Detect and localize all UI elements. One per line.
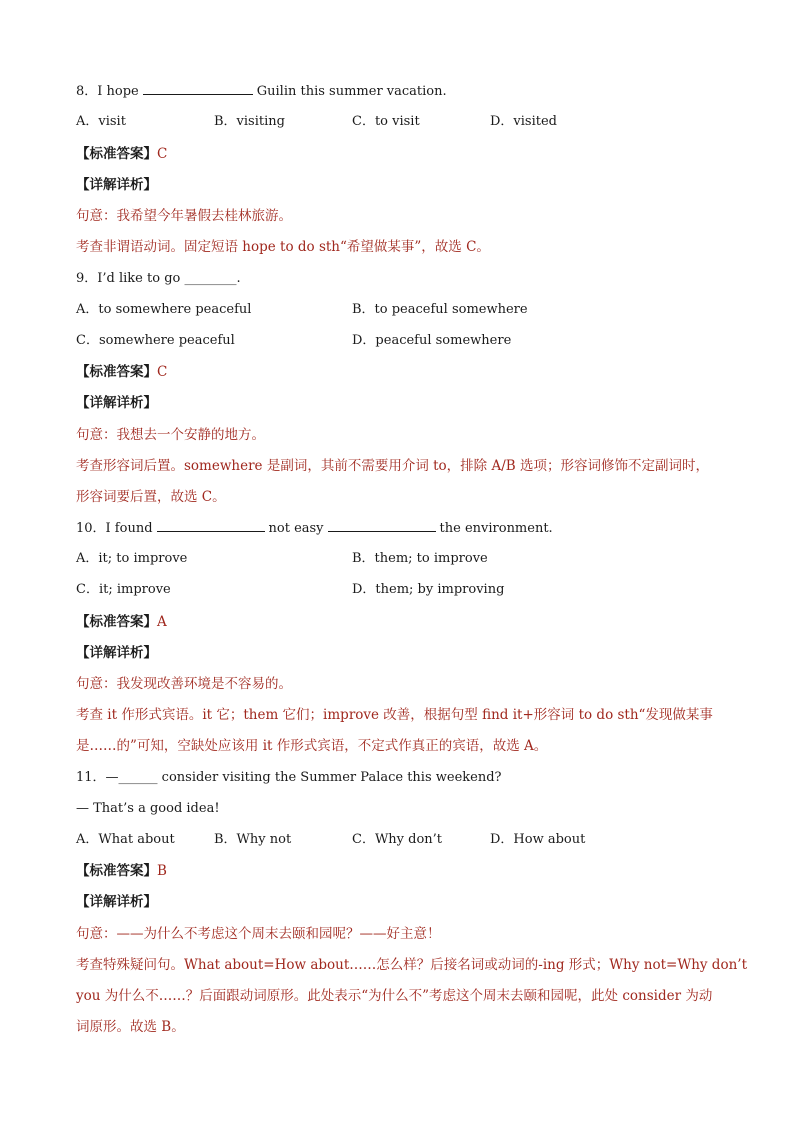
- q10-stem-a: 10．I found: [76, 521, 153, 536]
- q8-explanation: 考查非谓语动词。固定短语 hope to do sth“希望做某事”，故选 C。: [76, 239, 490, 255]
- q9-answer: [76, 363, 167, 381]
- q11-analysis-label: 【详解详析】: [76, 894, 157, 910]
- q11-answer: [76, 862, 167, 880]
- q10-answer: [76, 613, 167, 631]
- q8-option-a: A．visit: [76, 114, 126, 129]
- q9-explanation-line1: 考查形容词后置。somewhere 是副词，其前不需要用介词 to，排除 A/B 选项；形容词修饰不定副词时，: [76, 458, 709, 474]
- q9-option-d: D．peaceful somewhere: [352, 333, 512, 348]
- q8-answer: [76, 145, 167, 163]
- q11-answer-value: B: [157, 863, 167, 879]
- question-10-stem: [76, 519, 553, 538]
- q11-answer-label: 【标准答案】: [76, 863, 157, 879]
- question-9-stem: 9．I’d like to go ________.: [76, 271, 241, 286]
- q8-option-b: B．visiting: [214, 114, 285, 129]
- q11-explanation-line1: 考查特殊疑问句。What about=How about……怎么样？后接名词或动词的-ing 形式；Why not=Why don’t: [76, 957, 747, 973]
- q9-option-c: C．somewhere peaceful: [76, 333, 235, 348]
- question-11-stem: 11．—______ consider visiting the Summer Palace this weekend?: [76, 770, 502, 785]
- q10-answer-label: 【标准答案】: [76, 614, 157, 630]
- q10-meaning: 句意：我发现改善环境是不容易的。: [76, 676, 292, 692]
- q10-option-a: A．it; to improve: [76, 551, 188, 566]
- q10-blank-2: [328, 519, 436, 532]
- q9-analysis-label: 【详解详析】: [76, 395, 157, 411]
- q10-blank-1: [157, 519, 265, 532]
- q8-blank: [143, 82, 253, 95]
- q11-explanation-line2: you 为什么不……？后面跟动词原形。此处表示“为什么不”考虑这个周末去颐和园呢，此处 consider 为动: [76, 988, 713, 1004]
- q10-answer-value: A: [157, 614, 167, 630]
- q10-option-c: C．it; improve: [76, 582, 171, 597]
- q8-stem-after: Guilin this summer vacation.: [256, 84, 447, 99]
- q9-meaning: 句意：我想去一个安静的地方。: [76, 427, 265, 443]
- q10-analysis-label: 【详解详析】: [76, 645, 157, 661]
- q8-analysis-label: 【详解详析】: [76, 177, 157, 193]
- q8-answer-value: C: [157, 146, 168, 162]
- q8-option-c: C．to visit: [352, 114, 420, 129]
- q10-stem-c: the environment.: [439, 521, 553, 536]
- q11-option-c: C．Why don’t: [352, 832, 443, 847]
- q11-option-d: D．How about: [490, 832, 586, 847]
- q10-explanation-line2: 是……的”可知，空缺处应该用 it 作形式宾语，不定式作真正的宾语，故选 A。: [76, 738, 548, 754]
- q8-stem-before: 8．I hope: [76, 84, 139, 99]
- q11-explanation-line3: 词原形。故选 B。: [76, 1019, 185, 1035]
- q9-option-a: A．to somewhere peaceful: [76, 302, 252, 317]
- q10-explanation-line1: 考查 it 作形式宾语。it 它；them 它们；improve 改善，根据句型 find it+形容词 to do sth“发现做某事: [76, 707, 713, 723]
- q8-option-d: D．visited: [490, 114, 557, 129]
- q9-answer-label: 【标准答案】: [76, 364, 157, 380]
- question-11-reply: — That’s a good idea!: [76, 801, 220, 816]
- q8-meaning: 句意：我希望今年暑假去桂林旅游。: [76, 208, 292, 224]
- q9-answer-value: C: [157, 364, 168, 380]
- q9-option-b: B．to peaceful somewhere: [352, 302, 528, 317]
- q11-option-b: B．Why not: [214, 832, 292, 847]
- question-8-stem: [76, 82, 447, 101]
- q11-meaning: 句意：——为什么不考虑这个周末去颐和园呢？——好主意！: [76, 926, 441, 942]
- q10-stem-b: not easy: [268, 521, 324, 536]
- q9-explanation-line2: 形容词要后置，故选 C。: [76, 489, 226, 505]
- q10-option-d: D．them; by improving: [352, 582, 505, 597]
- q8-answer-label: 【标准答案】: [76, 146, 157, 162]
- q10-option-b: B．them; to improve: [352, 551, 488, 566]
- q11-option-a: A．What about: [76, 832, 175, 847]
